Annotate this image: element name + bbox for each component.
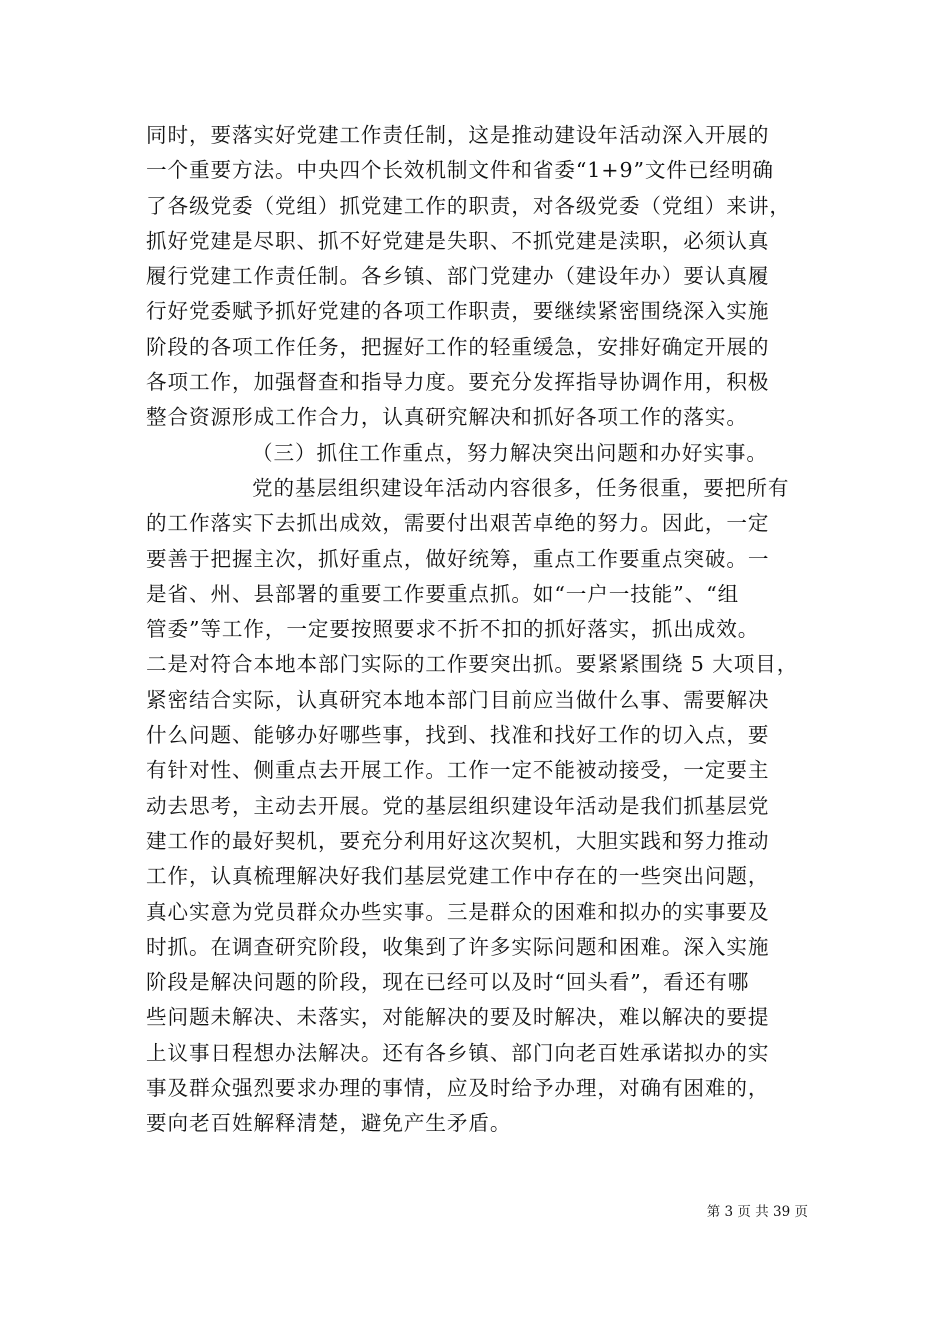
text-line: 各项工作，加强督查和指导力度。要充分发挥指导协调作用，积极: [146, 370, 770, 395]
text-line: 同时，要落实好党建工作责任制，这是推动建设年活动深入开展的: [146, 123, 770, 147]
text-line: 时抓。在调查研究阶段，收集到了许多实际问题和困难。深入实施: [146, 934, 770, 959]
text-line: 工作，认真梳理解决好我们基层党建工作中存在的一些突出问题，: [146, 864, 770, 889]
text-line: 抓好党建是尽职、抓不好党建是失职、不抓党建是渎职，必须认真: [146, 228, 770, 253]
paragraph-first-line: 党的基层组织建设年活动内容很多，任务很重，要把所有: [252, 475, 790, 500]
text-line: 阶段是解决问题的阶段，现在已经可以及时“回头看”，看还有哪: [146, 970, 750, 995]
text-line: 的工作落实下去抓出成效，需要付出艰苦卓绝的努力。因此，一定: [146, 511, 770, 536]
text-line: 建工作的最好契机，要充分利用好这次契机，大胆实践和努力推动: [146, 828, 770, 853]
text-line: 些问题未解决、未落实，对能解决的要及时解决，难以解决的要提: [146, 1005, 770, 1030]
page-number: 第 3 页 共 39 页: [706, 1204, 808, 1220]
text-line: 有针对性、侧重点去开展工作。工作一定不能被动接受，一定要主: [146, 758, 770, 783]
text-line: 要善于把握主次，抓好重点，做好统筹，重点工作要重点突破。一: [146, 546, 770, 571]
text-line: 要向老百姓解释清楚，避免产生矛盾。: [146, 1111, 512, 1136]
text-line: 阶段的各项工作任务，把握好工作的轻重缓急，安排好确定开展的: [146, 334, 770, 359]
text-line: 紧密结合实际，认真研究本地本部门目前应当做什么事、需要解决: [146, 687, 770, 712]
text-line: 了各级党委（党组）抓党建工作的职责，对各级党委（党组）来讲，: [146, 193, 791, 218]
text-line: 二是对符合本地本部门实际的工作要突出抓。要紧紧围绕 5 大项目，: [146, 652, 799, 677]
document-body: [146, 118, 811, 1142]
text-line: 管委”等工作，一定要按照要求不折不扣的抓好落实，抓出成效。: [146, 617, 760, 642]
text-line: 上议事日程想办法解决。还有各乡镇、部门向老百姓承诺拟办的实: [146, 1040, 770, 1065]
text-line: 整合资源形成工作合力，认真研究解决和抓好各项工作的落实。: [146, 405, 748, 430]
text-line: 什么问题、能够办好哪些事，找到、找准和找好工作的切入点，要: [146, 723, 770, 748]
text-line: 事及群众强烈要求办理的事情，应及时给予办理，对确有困难的，: [146, 1076, 770, 1101]
text-line: 真心实意为党员群众办些实事。三是群众的困难和拟办的实事要及: [146, 899, 770, 924]
text-line: 动去思考，主动去开展。党的基层组织建设年活动是我们抓基层党: [146, 793, 770, 818]
text-line: 履行党建工作责任制。各乡镇、部门党建办（建设年办）要认真履: [146, 264, 770, 289]
text-line: 行好党委赋予抓好党建的各项工作职责，要继续紧密围绕深入实施: [146, 299, 770, 324]
text-line: 一个重要方法。中央四个长效机制文件和省委“1+9”文件已经明确: [146, 158, 774, 183]
text-line: 是省、州、县部署的重要工作要重点抓。如“一户一技能”、“组: [146, 581, 740, 606]
section-heading: （三）抓住工作重点，努力解决突出问题和办好实事。: [252, 440, 768, 465]
